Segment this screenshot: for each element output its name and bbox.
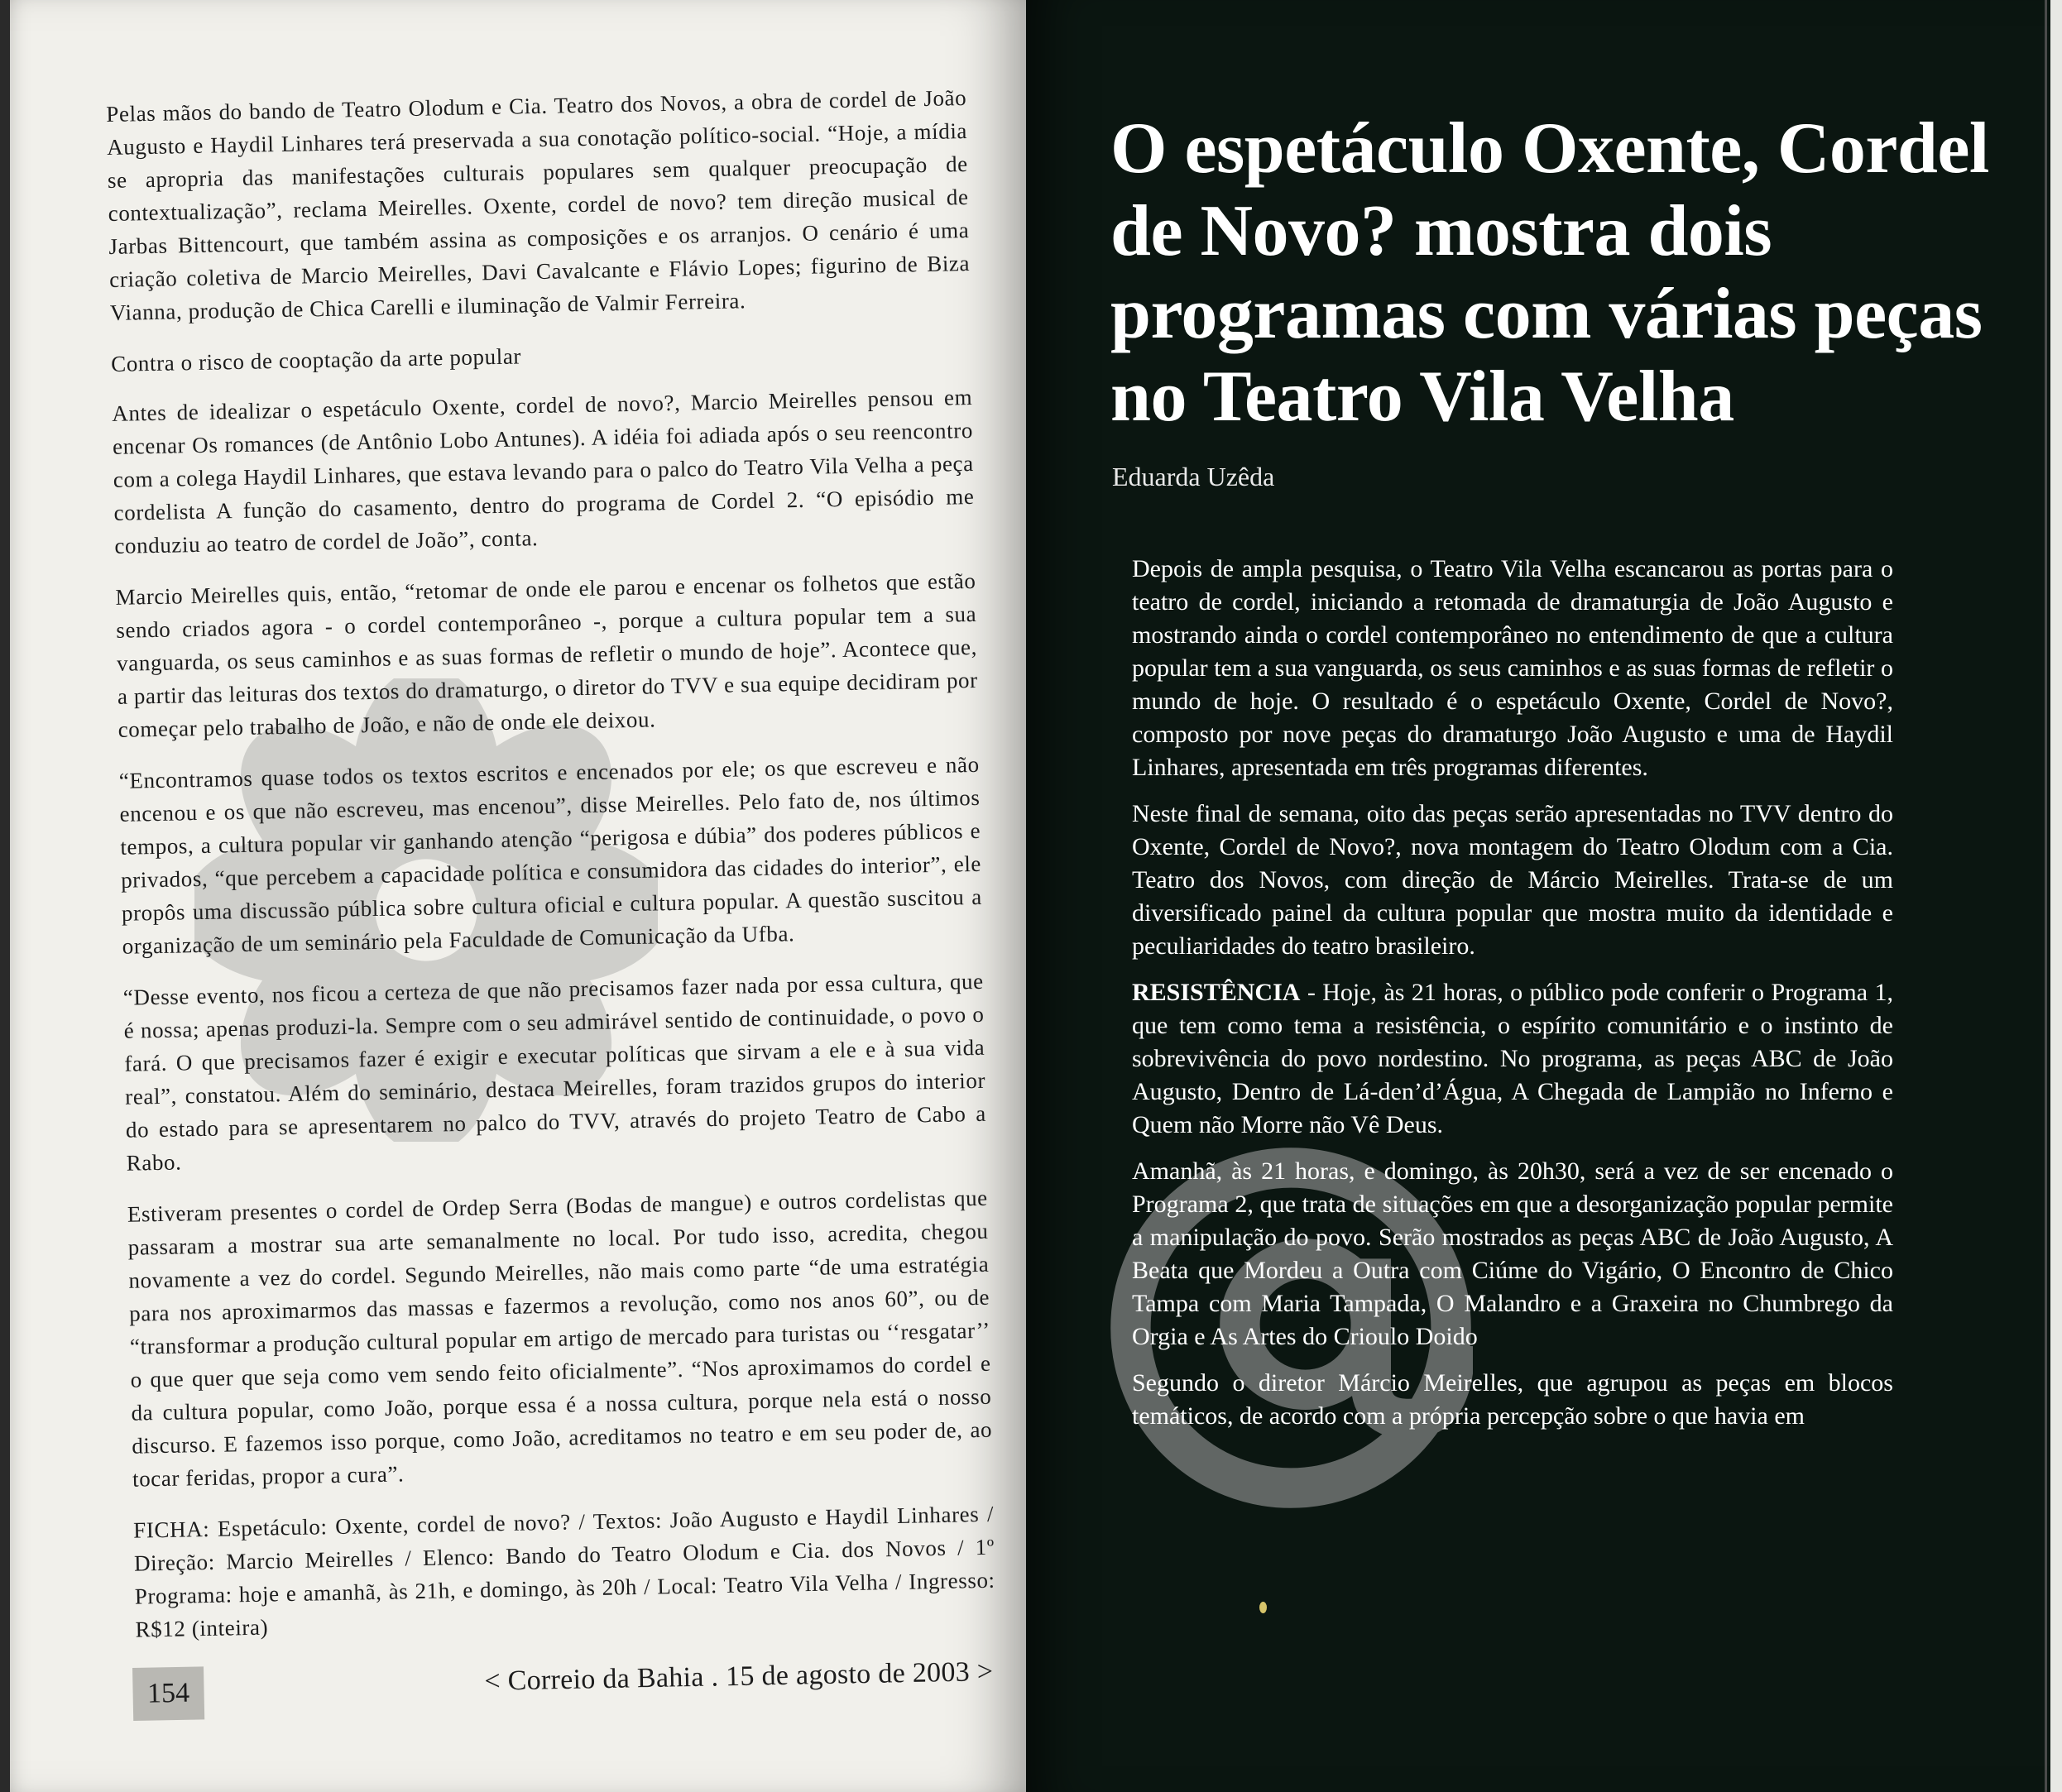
credits-paragraph: FICHA: Espetáculo: Oxente, cordel de novo? / Textos: João Augusto e Haydil Linhares / Direção: Marcio Meirelles / Elenco: Bando do Teatro Olodum e Cia. dos Novos / 1º Programa: hoje e amanhã, às 21h, e domingo, às 20h / Local: Teatro Vila Velha / Ingresso: R$12 (inteira) <box>132 1501 995 1642</box>
section-lead-in: RESISTÊNCIA <box>1132 979 1301 1006</box>
paragraph: Amanhã, às 21 horas, e domingo, às 20h30, será a vez de ser encenado o Programa 2, que trata de situações em que a desorganização popular permite a manipulação do povo. Serão mostrados as peças ABC de João Augusto, A Beata que Mordeu a Outra com Ciúme do Vigário, O Encontro de Chico Tampa com Maria Tampada, O Malandro e a Graxeira no Chumbrego da Orgia e As Artes do Crioulo Doido <box>1132 1157 1893 1350</box>
paragraph: Depois de ampla pesquisa, o Teatro Vila Velha escancarou as portas para o teatro de cordel, iniciando a retomada de dramaturgia de João Augusto e mostrando ainda o cordel contemporâneo no entendimento de que a cultura popular tem a sua vanguarda, os seus caminhos e as suas formas de refletir o mundo de hoje. O resultado é o espetáculo Oxente, Cordel de Novo?, composto por nove peças do dramaturgo João Augusto e uma de Haydil Linhares, apresentada em três programas diferentes. <box>1132 555 1893 781</box>
right-page <box>1026 0 2062 1792</box>
page-number: 154 <box>132 1666 204 1721</box>
page-footer <box>132 1651 994 1724</box>
paragraph: “Encontramos quase todos os textos escritos e encenados por ele; os que escreveu e não encenou e os que não escreveu, mas encenou”, disse Meirelles. Pelo fato de, nos últimos tempos, a cultura popular vir ganhando atenção “perigosa e dúbia” dos poderes públicos e privados, “que percebem a capacidade política e consumidora das cidades do interior”, ele propôs uma discussão pública sobre cultura oficial e cultura popular. A questão suscitou a organização de um seminário pela Faculdade de Comunicação da Ufba. <box>118 751 983 959</box>
paragraph: Antes de idealizar o espetáculo Oxente, cordel de novo?, Marcio Meirelles pensou em encenar Os romances (de Antônio Lobo Antunes). A idéia foi adiada após o seu reencontro com a colega Haydil Linhares, que estava levando para o palco do Teatro Vila Velha a peça cordelista A função do casamento, dentro do programa de Cordel 2. “O episódio me conduziu ao teatro de cordel de João”, conta. <box>112 384 975 558</box>
paragraph: “Desse evento, nos ficou a certeza de que não precisamos fazer nada por essa cultura, que é nossa; apenas produzi-la. Sempre com o seu admirável sentido de continuidade, o povo o fará. O que precisamos fazer é exigir e executar políticas que sirvam a ele e à sua vida real”, constatou. Além do seminário, destaca Meirelles, foram trazidos grupos do interior do estado para se apresentarem no palco do TVV, através do projeto Teatro de Cabo a Rabo. <box>122 968 987 1176</box>
speck-mark <box>1259 1602 1267 1613</box>
section-subhead: Contra o risco de cooptação da arte popular <box>110 343 522 376</box>
paragraph: Segundo o diretor Márcio Meirelles, que agrupou as peças em blocos temáticos, de acordo com a própria percepção sobre o que havia em <box>1132 1369 1893 1430</box>
paragraph: Pelas mãos do bando de Teatro Olodum e Cia. Teatro dos Novos, a obra de cordel de João Augusto e Haydil Linhares terá preservada a sua conotação político-social. “Hoje, a mídia se apropria das manifestações culturais populares sem qualquer preocupação de contextualização”, reclama Meirelles. Oxente, cordel de novo? tem direção musical de Jarbas Bittencourt, que também assina as composições e os arranjos. O cenário é uma criação coletiva de Marcio Meirelles, Davi Cavalcante e Flávio Lopes; figurino de Biza Vianna, produção de Chica Carelli e iluminação de Valmir Ferreira. <box>106 85 971 325</box>
author-byline: Eduarda Uzêda <box>1112 462 1275 491</box>
article-headline: O espetáculo Oxente, Cordel de Novo? mostra dois programas com várias peças no Teatro Vila Velha <box>1110 108 1989 437</box>
right-article-body <box>1132 553 1893 1446</box>
paragraph: Neste final de semana, oito das peças serão apresentadas no TVV dentro do Oxente, Cordel de Novo?, nova montagem do Teatro Olodum com a Cia. Teatro dos Novos, com direção de Márcio Meirelles. Trata-se de um diversificado painel da cultura popular que mostra muito da identidade e peculiaridades do teatro brasileiro. <box>1132 800 1893 960</box>
right-page-edge-line <box>2045 0 2047 1792</box>
left-page-edge <box>0 0 10 1792</box>
left-article-body <box>106 81 996 1665</box>
source-citation: < Correio da Bahia . 15 de agosto de 2003 > <box>484 1656 994 1697</box>
section-text: - Hoje, às 21 horas, o público pode conferir o Programa 1, que tem como tema a resistência, o espírito comunitário e o instinto de sobrevivência do povo nordestino. No programa, as peças ABC de João Augusto, Dentro de Lá-den’d’Água, A Chegada de Lampião no Inferno e Quem não Morre não Vê Deus. <box>1132 979 1893 1138</box>
paragraph: Estiveram presentes o cordel de Ordep Serra (Bodas de mangue) e outros cordelistas que passaram a mostrar sua arte semanalmente no local. Por tudo isso, acredita, chegou novamente a vez do cordel. Segundo Meirelles, não mais como parte “de uma estratégia para nos aproximarmos das massas e fazermos a revolução, como nos anos 60”, ou de “transformar a produção cultural popular em artigo de mercado para turistas ou ‘‘resgatar’’ o que quer que seja como vem sendo feito oficialmente”. “Nos aproximamos do cordel e da cultura popular, como João, porque essa é a nossa cultura, porque nela está o nosso discurso. E fazemos isso porque, como João, acreditamos no teatro e em seu poder de, ao tocar feridas, propor a cura”. <box>127 1185 993 1492</box>
left-page <box>0 0 1026 1792</box>
right-page-edge <box>2050 0 2062 1792</box>
paragraph <box>1132 976 1893 1142</box>
paragraph: Marcio Meirelles quis, então, “retomar de onde ele parou e encenar os folhetos que estão sendo criados agora - o cordel contemporâneo -, porque a cultura popular tem a sua vanguarda, os seus caminhos e as suas formas de refletir o mundo de hoje”. Acontece que, a partir das leituras dos textos do dramaturgo, o diretor do TVV e sua equipe decidiram por começar pelo trabalho de João, e não de onde ele deixou. <box>115 568 978 742</box>
